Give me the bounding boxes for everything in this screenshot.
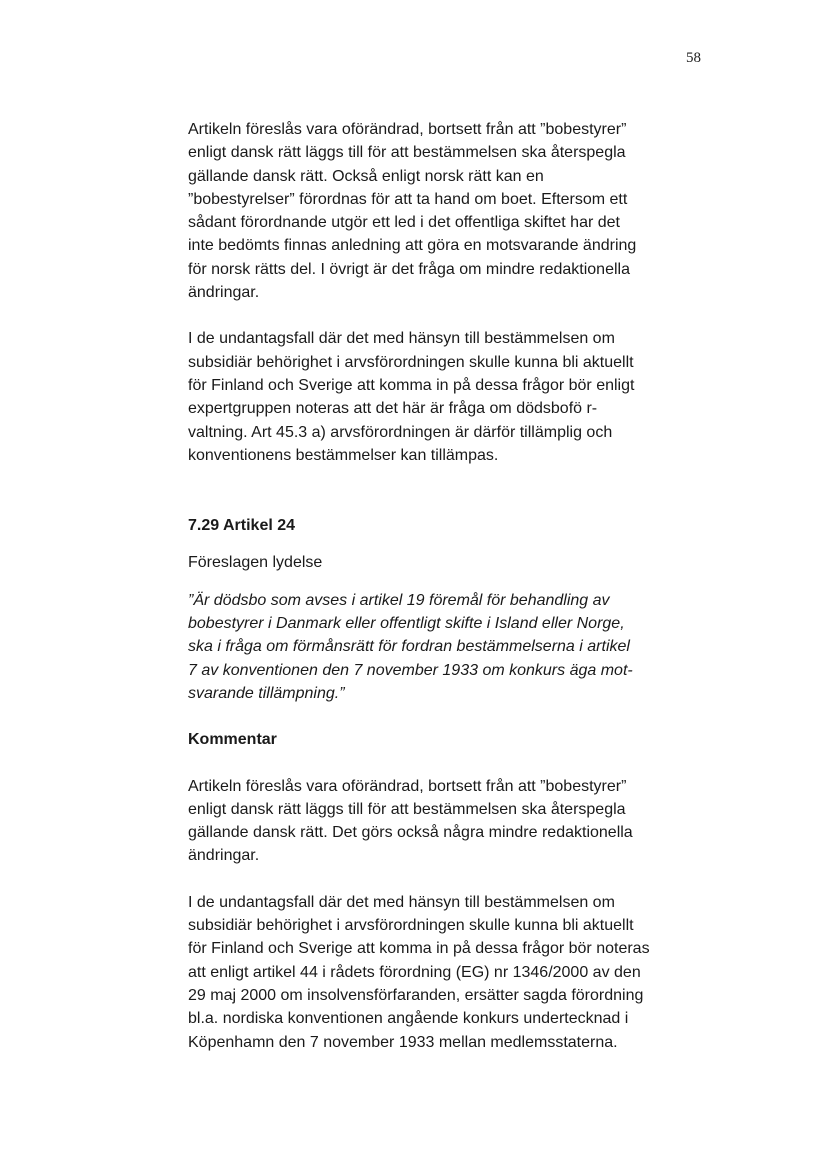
section-heading: 7.29 Artikel 24: [188, 517, 296, 535]
paragraph-4: I de undantagsfall där det med hänsyn till bestämmelsen om subsidiär behörighet i arvsförordningen skulle kunna bli aktuellt för Finland och Sverige att komma in på dessa frågor bör noteras att enligt artikel 44 i rådets förordning (EG) nr 1346/2000 av den 29 maj 2000 om insolvensförfaranden, ersätter sagda förordning bl.a. nordiska konventionen angående konkurs undertecknad i Köpenhamn den 7 november 1933 mellan medlemsstaterna.: [188, 893, 650, 1051]
paragraph-3: Artikeln föreslås vara oförändrad, bortsett från att ”bobestyrer” enligt dansk rätt läggs till för att bestämmelsen ska återspegla gällande dansk rätt. Det görs också några mindre redaktionella ändringar.: [188, 777, 633, 865]
comment-heading: Kommentar: [188, 731, 277, 749]
page-number: 58: [686, 50, 701, 66]
document-body: [188, 118, 708, 1054]
proposed-wording-label: Föreslagen lydelse: [188, 554, 323, 572]
proposed-wording-text: ”Är dödsbo som avses i artikel 19 föremål för behandling av bobestyrer i Danmark eller offentligt skifte i Island eller Norge, ska i fråga om förmånsrätt för fordran bestämmelserna i artikel 7 av konventionen den 7 november 1933 om konkurs äga mot- svarande tillämpning.”: [188, 591, 633, 702]
paragraph-2: I de undantagsfall där det med hänsyn till bestämmelsen om subsidiär behörighet i arvsförordningen skulle kunna bli aktuellt för Finland och Sverige att komma in på dessa frågor bör enligt expertgruppen noteras att det här är fråga om dödsbofö r- valtning. Art 45.3 a) arvsförordningen är därför tillämplig och konventionens bestämmelser kan tillämpas.: [188, 330, 635, 464]
paragraph-1: Artikeln föreslås vara oförändrad, bortsett från att ”bobestyrer” enligt dansk rätt läggs till för att bestämmelsen ska återspegla gällande dansk rätt. Också enligt norsk rätt kan en ”bobestyrelser” förordnas för att ta hand om boet. Eftersom ett sådant förordnande utgör ett led i det offentliga skiftet har det inte bedömts finnas anledning att göra en motsvarande ändring för norsk rätts del. I övrigt är det fråga om mindre redaktionella ändringar.: [188, 121, 637, 302]
